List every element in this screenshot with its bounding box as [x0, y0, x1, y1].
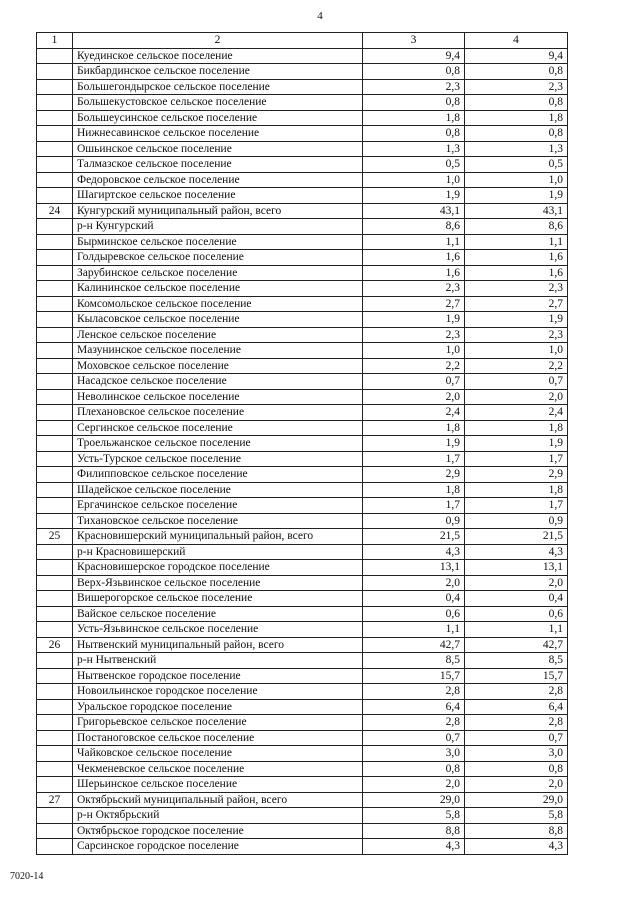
table-row	[37, 343, 568, 359]
value-column-3: 8,8	[363, 823, 465, 839]
row-number	[37, 451, 73, 467]
table-row	[37, 79, 568, 95]
value-column-3: 2,2	[363, 358, 465, 374]
table-row	[37, 715, 568, 731]
value-column-4: 2,0	[465, 575, 568, 591]
value-column-3: 29,0	[363, 792, 465, 808]
value-column-3: 43,1	[363, 203, 465, 219]
row-number	[37, 498, 73, 514]
table-row	[37, 823, 568, 839]
territory-name: Октябрьское городское поселение	[73, 823, 363, 839]
table-row	[37, 157, 568, 173]
value-column-4: 2,7	[465, 296, 568, 312]
table-row	[37, 730, 568, 746]
value-column-3: 42,7	[363, 637, 465, 653]
row-number	[37, 157, 73, 173]
value-column-3: 1,7	[363, 451, 465, 467]
table-row	[37, 203, 568, 219]
value-column-4: 29,0	[465, 792, 568, 808]
table-row	[37, 141, 568, 157]
row-number	[37, 358, 73, 374]
territory-name: Бикбардинское сельское поселение	[73, 64, 363, 80]
territory-name: р-н Кунгурский	[73, 219, 363, 235]
table-row	[37, 436, 568, 452]
territory-name: Тихановское сельское поселение	[73, 513, 363, 529]
budget-table	[36, 32, 568, 855]
territory-name: Мазунинское сельское поселение	[73, 343, 363, 359]
row-number	[37, 653, 73, 669]
territory-name: Большегондырское сельское поселение	[73, 79, 363, 95]
table-row	[37, 296, 568, 312]
value-column-3: 2,0	[363, 575, 465, 591]
table-row	[37, 110, 568, 126]
territory-name: Шагиртское сельское поселение	[73, 188, 363, 204]
header-row	[37, 33, 568, 49]
value-column-4: 0,6	[465, 606, 568, 622]
row-number	[37, 250, 73, 266]
table-row	[37, 374, 568, 390]
value-column-3: 2,3	[363, 327, 465, 343]
territory-name: Постаноговское сельское поселение	[73, 730, 363, 746]
row-number	[37, 327, 73, 343]
territory-name: Григорьевское сельское поселение	[73, 715, 363, 731]
value-column-4: 0,8	[465, 64, 568, 80]
territory-name: Ошьинское сельское поселение	[73, 141, 363, 157]
row-number	[37, 79, 73, 95]
territory-name: Сергинское сельское поселение	[73, 420, 363, 436]
value-column-4: 42,7	[465, 637, 568, 653]
table-row	[37, 560, 568, 576]
value-column-3: 2,4	[363, 405, 465, 421]
table-row	[37, 777, 568, 793]
territory-name: Новоильинское городское поселение	[73, 684, 363, 700]
column-header-1: 1	[37, 33, 73, 49]
territory-name: Неволинское сельское поселение	[73, 389, 363, 405]
table-row	[37, 808, 568, 824]
territory-name: Октябрьский муниципальный район, всего	[73, 792, 363, 808]
value-column-3: 0,5	[363, 157, 465, 173]
territory-name: Комсомольское сельское поселение	[73, 296, 363, 312]
row-number	[37, 343, 73, 359]
value-column-3: 1,6	[363, 265, 465, 281]
territory-name: Голдыревское сельское поселение	[73, 250, 363, 266]
value-column-4: 0,8	[465, 126, 568, 142]
table-row	[37, 498, 568, 514]
value-column-3: 0,6	[363, 606, 465, 622]
value-column-3: 2,8	[363, 715, 465, 731]
value-column-4: 1,8	[465, 110, 568, 126]
value-column-4: 2,3	[465, 327, 568, 343]
row-number	[37, 544, 73, 560]
value-column-3: 1,8	[363, 110, 465, 126]
value-column-4: 2,4	[465, 405, 568, 421]
value-column-3: 0,8	[363, 64, 465, 80]
row-number	[37, 64, 73, 80]
row-number	[37, 95, 73, 111]
value-column-4: 8,6	[465, 219, 568, 235]
table-row	[37, 250, 568, 266]
territory-name: Шерьинское сельское поселение	[73, 777, 363, 793]
territory-name: Верх-Язьвинское сельское поселение	[73, 575, 363, 591]
value-column-4: 1,1	[465, 622, 568, 638]
row-number: 24	[37, 203, 73, 219]
value-column-3: 1,9	[363, 436, 465, 452]
territory-name: Троельжанское сельское поселение	[73, 436, 363, 452]
territory-name: Нытвенский муниципальный район, всего	[73, 637, 363, 653]
row-number	[37, 482, 73, 498]
table-row	[37, 591, 568, 607]
territory-name: Насадское сельское поселение	[73, 374, 363, 390]
value-column-4: 2,3	[465, 281, 568, 297]
row-number: 27	[37, 792, 73, 808]
value-column-3: 0,8	[363, 126, 465, 142]
territory-name: Зарубинское сельское поселение	[73, 265, 363, 281]
value-column-3: 3,0	[363, 746, 465, 762]
value-column-3: 2,3	[363, 281, 465, 297]
row-number	[37, 560, 73, 576]
value-column-4: 3,0	[465, 746, 568, 762]
value-column-3: 21,5	[363, 529, 465, 545]
value-column-3: 2,3	[363, 79, 465, 95]
row-number	[37, 420, 73, 436]
value-column-4: 0,9	[465, 513, 568, 529]
table-row	[37, 653, 568, 669]
value-column-3: 1,1	[363, 234, 465, 250]
territory-name: Уральское городское поселение	[73, 699, 363, 715]
value-column-4: 4,3	[465, 839, 568, 855]
value-column-3: 0,7	[363, 374, 465, 390]
row-number: 25	[37, 529, 73, 545]
table-row	[37, 746, 568, 762]
value-column-3: 1,6	[363, 250, 465, 266]
territory-name: Усть-Турское сельское поселение	[73, 451, 363, 467]
row-number	[37, 622, 73, 638]
column-header-3: 3	[363, 33, 465, 49]
row-number	[37, 405, 73, 421]
row-number	[37, 668, 73, 684]
territory-name: Бырминское сельское поселение	[73, 234, 363, 250]
value-column-4: 0,8	[465, 95, 568, 111]
table-row	[37, 405, 568, 421]
value-column-4: 1,9	[465, 312, 568, 328]
table-row	[37, 606, 568, 622]
value-column-4: 2,8	[465, 715, 568, 731]
row-number	[37, 219, 73, 235]
value-column-3: 1,8	[363, 482, 465, 498]
table-row	[37, 544, 568, 560]
table-row	[37, 684, 568, 700]
value-column-3: 13,1	[363, 560, 465, 576]
value-column-4: 8,5	[465, 653, 568, 669]
value-column-4: 1,6	[465, 265, 568, 281]
value-column-3: 6,4	[363, 699, 465, 715]
territory-name: Кыласовское сельское поселение	[73, 312, 363, 328]
value-column-4: 1,7	[465, 451, 568, 467]
table-row	[37, 668, 568, 684]
territory-name: р-н Октябрьский	[73, 808, 363, 824]
row-number	[37, 684, 73, 700]
territory-name: Талмазское сельское поселение	[73, 157, 363, 173]
territory-name: Плехановское сельское поселение	[73, 405, 363, 421]
value-column-3: 1,7	[363, 498, 465, 514]
row-number	[37, 761, 73, 777]
row-number	[37, 839, 73, 855]
table-row	[37, 792, 568, 808]
territory-name: Филипповское сельское поселение	[73, 467, 363, 483]
table-row	[37, 188, 568, 204]
value-column-3: 2,8	[363, 684, 465, 700]
row-number	[37, 606, 73, 622]
value-column-4: 0,4	[465, 591, 568, 607]
table-row	[37, 575, 568, 591]
value-column-4: 15,7	[465, 668, 568, 684]
value-column-4: 13,1	[465, 560, 568, 576]
page-number: 4	[317, 10, 323, 22]
value-column-3: 2,0	[363, 389, 465, 405]
value-column-3: 2,9	[363, 467, 465, 483]
value-column-4: 0,7	[465, 374, 568, 390]
territory-name: Федоровское сельское поселение	[73, 172, 363, 188]
table-row	[37, 64, 568, 80]
territory-name: р-н Нытвенский	[73, 653, 363, 669]
table-row	[37, 172, 568, 188]
value-column-4: 9,4	[465, 48, 568, 64]
table-row	[37, 281, 568, 297]
value-column-4: 4,3	[465, 544, 568, 560]
territory-name: Большеусинское сельское поселение	[73, 110, 363, 126]
value-column-4: 2,0	[465, 777, 568, 793]
value-column-4: 2,9	[465, 467, 568, 483]
table-row	[37, 637, 568, 653]
row-number	[37, 265, 73, 281]
table-row	[37, 467, 568, 483]
value-column-3: 1,3	[363, 141, 465, 157]
row-number	[37, 746, 73, 762]
territory-name: Красновишерское городское поселение	[73, 560, 363, 576]
table-row	[37, 126, 568, 142]
territory-name: Нытвенское городское поселение	[73, 668, 363, 684]
territory-name: Ергачинское сельское поселение	[73, 498, 363, 514]
territory-name: Кунгурский муниципальный район, всего	[73, 203, 363, 219]
table-row	[37, 529, 568, 545]
table-row	[37, 451, 568, 467]
value-column-4: 5,8	[465, 808, 568, 824]
row-number: 26	[37, 637, 73, 653]
row-number	[37, 575, 73, 591]
value-column-4: 2,0	[465, 389, 568, 405]
value-column-4: 1,0	[465, 172, 568, 188]
territory-name: Моховское сельское поселение	[73, 358, 363, 374]
table-row	[37, 265, 568, 281]
value-column-4: 0,5	[465, 157, 568, 173]
territory-name: Шадейское сельское поселение	[73, 482, 363, 498]
table-row	[37, 699, 568, 715]
value-column-3: 9,4	[363, 48, 465, 64]
value-column-4: 2,2	[465, 358, 568, 374]
value-column-4: 2,3	[465, 79, 568, 95]
value-column-4: 1,1	[465, 234, 568, 250]
row-number	[37, 436, 73, 452]
table-row	[37, 48, 568, 64]
value-column-4: 1,9	[465, 436, 568, 452]
territory-name: Чекменевское сельское поселение	[73, 761, 363, 777]
value-column-4: 0,8	[465, 761, 568, 777]
row-number	[37, 777, 73, 793]
territory-name: Вишерогорское сельское поселение	[73, 591, 363, 607]
table-body	[37, 48, 568, 854]
row-number	[37, 126, 73, 142]
row-number	[37, 141, 73, 157]
value-column-4: 2,8	[465, 684, 568, 700]
value-column-4: 1,7	[465, 498, 568, 514]
value-column-4: 1,8	[465, 482, 568, 498]
row-number	[37, 48, 73, 64]
row-number	[37, 110, 73, 126]
row-number	[37, 172, 73, 188]
table-row	[37, 95, 568, 111]
row-number	[37, 188, 73, 204]
row-number	[37, 389, 73, 405]
territory-name: Калининское сельское поселение	[73, 281, 363, 297]
table-row	[37, 389, 568, 405]
value-column-3: 8,6	[363, 219, 465, 235]
table-row	[37, 622, 568, 638]
row-number	[37, 467, 73, 483]
row-number	[37, 296, 73, 312]
table-header	[37, 33, 568, 49]
territory-name: Большекустовское сельское поселение	[73, 95, 363, 111]
value-column-4: 8,8	[465, 823, 568, 839]
value-column-3: 1,8	[363, 420, 465, 436]
table-row	[37, 420, 568, 436]
row-number	[37, 699, 73, 715]
value-column-3: 1,0	[363, 343, 465, 359]
value-column-3: 1,9	[363, 312, 465, 328]
table-row	[37, 358, 568, 374]
territory-name: Чайковское сельское поселение	[73, 746, 363, 762]
territory-name: Усть-Язьвинское сельское поселение	[73, 622, 363, 638]
table-row	[37, 312, 568, 328]
value-column-3: 0,8	[363, 761, 465, 777]
table-row	[37, 234, 568, 250]
value-column-4: 1,8	[465, 420, 568, 436]
territory-name: р-н Красновишерский	[73, 544, 363, 560]
value-column-4: 1,0	[465, 343, 568, 359]
value-column-4: 1,3	[465, 141, 568, 157]
row-number	[37, 808, 73, 824]
row-number	[37, 591, 73, 607]
value-column-3: 5,8	[363, 808, 465, 824]
table-row	[37, 513, 568, 529]
row-number	[37, 281, 73, 297]
territory-name: Красновишерский муниципальный район, всего	[73, 529, 363, 545]
value-column-3: 1,9	[363, 188, 465, 204]
value-column-3: 1,0	[363, 172, 465, 188]
value-column-3: 2,0	[363, 777, 465, 793]
value-column-4: 21,5	[465, 529, 568, 545]
row-number	[37, 730, 73, 746]
value-column-4: 1,9	[465, 188, 568, 204]
table-row	[37, 839, 568, 855]
value-column-3: 4,3	[363, 544, 465, 560]
row-number	[37, 513, 73, 529]
column-header-4: 4	[465, 33, 568, 49]
value-column-3: 0,8	[363, 95, 465, 111]
table-row	[37, 482, 568, 498]
territory-name: Ленское сельское поселение	[73, 327, 363, 343]
table-row	[37, 219, 568, 235]
document-code: 7020-14	[10, 871, 44, 882]
territory-name: Куединское сельское поселение	[73, 48, 363, 64]
table-row	[37, 761, 568, 777]
row-number	[37, 312, 73, 328]
column-header-2: 2	[73, 33, 363, 49]
territory-name: Сарсинское городское поселение	[73, 839, 363, 855]
row-number	[37, 234, 73, 250]
value-column-3: 0,4	[363, 591, 465, 607]
value-column-4: 6,4	[465, 699, 568, 715]
value-column-3: 2,7	[363, 296, 465, 312]
territory-name: Вайское сельское поселение	[73, 606, 363, 622]
row-number	[37, 823, 73, 839]
value-column-3: 8,5	[363, 653, 465, 669]
value-column-3: 0,9	[363, 513, 465, 529]
value-column-3: 4,3	[363, 839, 465, 855]
row-number	[37, 374, 73, 390]
value-column-3: 0,7	[363, 730, 465, 746]
row-number	[37, 715, 73, 731]
value-column-4: 0,7	[465, 730, 568, 746]
value-column-4: 1,6	[465, 250, 568, 266]
value-column-3: 1,1	[363, 622, 465, 638]
value-column-4: 43,1	[465, 203, 568, 219]
territory-name: Нижнесавинское сельское поселение	[73, 126, 363, 142]
value-column-3: 15,7	[363, 668, 465, 684]
table-row	[37, 327, 568, 343]
